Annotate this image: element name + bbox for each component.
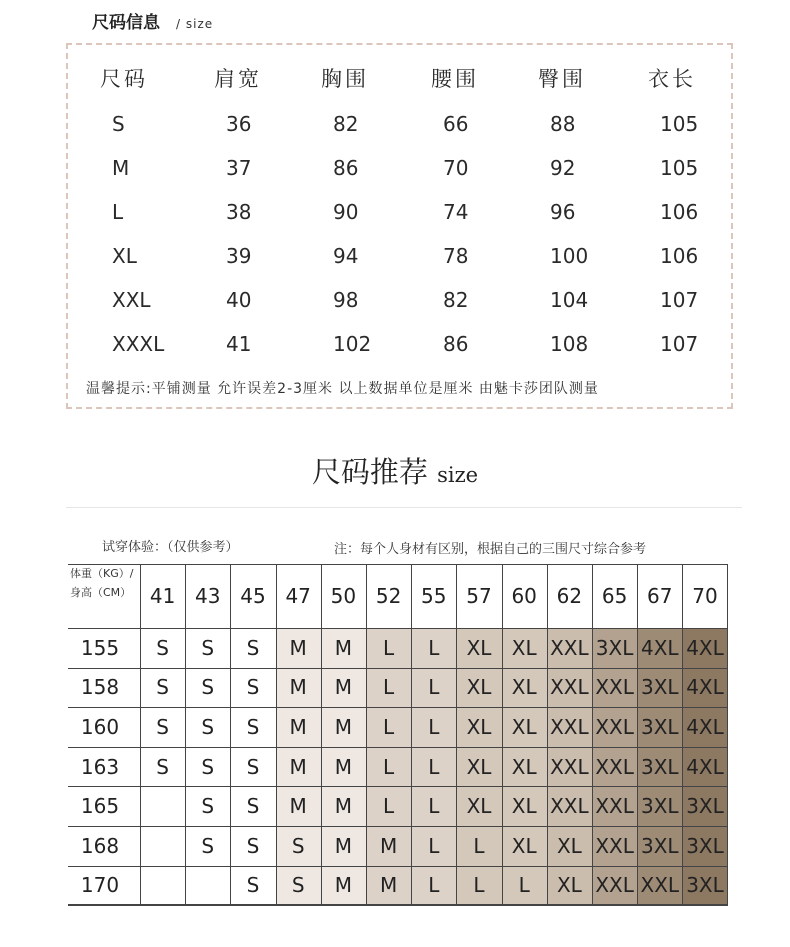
size-table-cell: 86: [333, 156, 359, 180]
size-cell: 3XL: [686, 833, 724, 858]
size-cell: 4XL: [686, 754, 724, 779]
size-table-column-header: 臀围: [538, 67, 586, 91]
grid-line: [366, 564, 367, 905]
size-table-cell: 40: [226, 288, 252, 312]
size-table-cell: 38: [226, 200, 252, 224]
size-cell: 3XL: [640, 714, 679, 739]
size-cell: L: [383, 794, 395, 819]
size-cell: S: [291, 873, 305, 898]
size-recommend-grid: [68, 564, 728, 906]
size-table-cell: 39: [226, 244, 252, 268]
height-label: 163: [80, 754, 120, 779]
size-table-cell: 102: [333, 332, 372, 356]
size-cell: L: [518, 873, 530, 898]
weight-header: 67: [647, 584, 673, 608]
grid-line: [140, 564, 141, 905]
size-table-cell: 107: [660, 332, 699, 356]
weight-axis-label: 体重（KG）/: [70, 567, 134, 580]
size-table-cell: 82: [443, 288, 469, 312]
size-cell: S: [156, 714, 169, 739]
size-cell: L: [428, 675, 440, 700]
size-table-cell: M: [112, 156, 130, 180]
size-table-row: [68, 200, 731, 240]
height-label: 170: [80, 873, 120, 898]
weight-header: 57: [466, 584, 492, 608]
weight-header: 45: [240, 584, 266, 608]
size-cell: S: [291, 833, 305, 858]
size-info-title: 尺码信息: [92, 13, 160, 33]
size-cell: XXL: [595, 794, 634, 819]
height-label: 158: [80, 675, 120, 700]
weight-header: 60: [511, 584, 537, 608]
size-cell: [140, 786, 185, 826]
size-cell: S: [246, 873, 260, 898]
size-cell: M: [334, 873, 353, 898]
size-cell: M: [289, 794, 307, 819]
size-cell: S: [246, 714, 260, 739]
measurement-note: 温馨提示:平铺测量 允许误差2-3厘米 以上数据单位是厘米 由魅卡莎团队测量: [86, 381, 599, 397]
size-table-header: [68, 63, 731, 103]
size-cell: M: [334, 635, 353, 660]
size-info-header: [92, 8, 213, 33]
size-cell: [185, 866, 230, 906]
grid-line: [682, 564, 683, 905]
size-cell: XL: [511, 833, 537, 858]
height-axis-label: 身高（CM）: [70, 586, 132, 599]
size-cell: S: [201, 794, 215, 819]
size-cell: XL: [511, 714, 537, 739]
size-cell: M: [334, 754, 353, 779]
size-cell: M: [334, 675, 353, 700]
size-cell: S: [246, 833, 260, 858]
weight-header: 50: [330, 584, 357, 608]
grid-line: [411, 564, 412, 905]
weight-header: 62: [556, 584, 583, 608]
size-cell: XL: [511, 675, 537, 700]
height-label: 160: [80, 714, 120, 739]
size-table-cell: 106: [660, 244, 699, 268]
grid-line: [68, 786, 728, 787]
size-cell: 4XL: [686, 635, 724, 660]
grid-line: [68, 564, 728, 565]
size-table-cell: 90: [333, 200, 359, 224]
grid-line: [321, 564, 322, 905]
size-cell: M: [379, 833, 398, 858]
grid-line: [727, 564, 728, 905]
size-table-cell: 105: [660, 156, 699, 180]
size-table-cell: 92: [550, 156, 576, 180]
size-cell: XXL: [595, 833, 634, 858]
grid-line: [637, 564, 638, 905]
size-cell: 3XL: [686, 794, 724, 819]
recommend-title: [0, 450, 790, 491]
size-cell: M: [334, 833, 353, 858]
size-cell: S: [201, 754, 215, 779]
size-cell: XL: [511, 635, 537, 660]
size-cell: S: [201, 714, 215, 739]
grid-line: [547, 564, 548, 905]
size-table-cell: 100: [550, 244, 589, 268]
size-cell: M: [289, 754, 307, 779]
size-cell: S: [156, 754, 169, 779]
size-cell: 3XL: [686, 873, 724, 898]
grid-corner-label: [68, 564, 140, 628]
size-cell: XXL: [640, 873, 680, 898]
grid-line: [68, 668, 728, 669]
size-cell: XXL: [550, 675, 589, 700]
size-info-subtitle: / size: [176, 17, 214, 31]
size-cell: M: [289, 714, 307, 739]
divider: [66, 507, 742, 508]
size-table-cell: XXXL: [112, 332, 165, 356]
size-cell: 3XL: [595, 635, 634, 660]
size-table-cell: XXL: [112, 288, 151, 312]
size-cell: 3XL: [640, 794, 679, 819]
height-label: 155: [80, 635, 120, 660]
size-table-cell: 82: [333, 112, 359, 136]
grid-line: [68, 747, 728, 748]
size-cell: XXL: [595, 714, 634, 739]
size-cell: [140, 866, 185, 906]
size-table-cell: 104: [550, 288, 589, 312]
size-cell: XXL: [595, 675, 634, 700]
size-cell: M: [334, 714, 353, 739]
size-cell: S: [246, 635, 260, 660]
size-cell: M: [289, 635, 307, 660]
grid-line: [68, 866, 728, 867]
size-table-cell: 36: [226, 112, 252, 136]
size-cell: S: [201, 833, 215, 858]
size-table-cell: 37: [226, 156, 252, 180]
size-table-row: [68, 244, 731, 284]
grid-line: [68, 904, 728, 905]
size-cell: L: [428, 754, 440, 779]
size-cell: L: [428, 873, 440, 898]
grid-line: [276, 564, 277, 905]
size-table-row: [68, 156, 731, 196]
weight-header: 41: [149, 584, 176, 608]
size-table-column-header: 肩宽: [214, 67, 262, 91]
size-cell: XXL: [550, 635, 589, 660]
size-cell: 3XL: [640, 754, 679, 779]
grid-line: [68, 628, 728, 629]
size-table-row: [68, 288, 731, 328]
grid-line: [456, 564, 457, 905]
recommend-title-text: 尺码推荐: [311, 455, 428, 489]
size-cell: 4XL: [686, 675, 724, 700]
size-table-cell: 66: [443, 112, 469, 136]
weight-header: 47: [285, 584, 311, 608]
size-table-cell: 41: [226, 332, 252, 356]
size-cell: XXL: [595, 754, 634, 779]
size-table-cell: 98: [333, 288, 359, 312]
size-cell: L: [473, 873, 485, 898]
size-cell: XL: [556, 873, 582, 898]
size-table-column-header: 尺码: [100, 67, 148, 91]
grid-line: [592, 564, 593, 905]
size-cell: S: [246, 794, 260, 819]
weight-header: 52: [375, 584, 402, 608]
size-table-cell: XL: [112, 244, 137, 268]
size-cell: L: [428, 833, 440, 858]
size-table-cell: 86: [443, 332, 469, 356]
grid-line: [68, 905, 728, 906]
size-cell: M: [379, 873, 398, 898]
grid-line: [68, 826, 728, 827]
grid-line: [502, 564, 503, 905]
trial-label: 试穿体验：（仅供参考）: [102, 540, 239, 555]
size-cell: S: [246, 675, 260, 700]
size-cell: L: [383, 635, 395, 660]
size-cell: L: [383, 754, 395, 779]
size-cell: XL: [466, 635, 492, 660]
size-cell: M: [289, 675, 307, 700]
size-table-cell: 94: [333, 244, 359, 268]
height-label: 168: [80, 833, 120, 858]
size-cell: S: [156, 675, 169, 700]
size-cell: XXL: [595, 873, 634, 898]
grid-line: [68, 707, 728, 708]
height-label: 165: [80, 794, 120, 819]
size-table-cell: 108: [550, 332, 589, 356]
size-cell: XL: [556, 833, 582, 858]
weight-header: 55: [421, 584, 447, 608]
size-table-cell: 105: [660, 112, 699, 136]
size-cell: L: [428, 635, 440, 660]
size-table-cell: 96: [550, 200, 576, 224]
size-cell: L: [428, 794, 440, 819]
size-cell: S: [246, 754, 260, 779]
size-table-cell: 70: [443, 156, 469, 180]
recommend-title-suffix: size: [437, 463, 479, 487]
size-cell: L: [383, 675, 395, 700]
size-cell: XL: [466, 754, 492, 779]
size-cell: XL: [466, 794, 492, 819]
size-cell: 3XL: [640, 833, 679, 858]
size-cell: 3XL: [640, 675, 679, 700]
grid-line: [185, 564, 186, 905]
grid-line: [230, 564, 231, 905]
size-cell: S: [201, 635, 215, 660]
size-table-cell: 106: [660, 200, 699, 224]
size-cell: XXL: [550, 714, 589, 739]
weight-header: 70: [692, 584, 718, 608]
size-table-cell: 78: [443, 244, 469, 268]
size-cell: XXL: [550, 794, 589, 819]
size-cell: L: [428, 714, 440, 739]
size-info-box: [66, 43, 733, 409]
size-table-row: [68, 112, 731, 152]
size-table-row: [68, 332, 731, 372]
size-cell: M: [334, 794, 353, 819]
recommend-remark: 注：每个人身材有区别，根据自己的三围尺寸综合参考: [334, 542, 647, 557]
size-table-cell: 107: [660, 288, 699, 312]
weight-header: 43: [195, 584, 221, 608]
size-cell: L: [473, 833, 485, 858]
size-table-cell: S: [112, 112, 125, 136]
size-cell: [140, 826, 185, 866]
size-table-cell: 74: [443, 200, 469, 224]
size-table-cell: 88: [550, 112, 576, 136]
size-cell: 4XL: [686, 714, 724, 739]
size-cell: XXL: [550, 754, 589, 779]
size-cell: L: [383, 714, 395, 739]
size-table-column-header: 胸围: [321, 67, 369, 91]
size-table-column-header: 衣长: [648, 67, 696, 91]
size-cell: XL: [466, 675, 492, 700]
size-cell: XL: [466, 714, 492, 739]
size-cell: XL: [511, 754, 537, 779]
size-cell: S: [201, 675, 215, 700]
size-cell: XL: [511, 794, 537, 819]
size-cell: S: [156, 635, 169, 660]
weight-header: 65: [601, 584, 628, 608]
size-table-cell: L: [112, 200, 124, 224]
size-table-column-header: 腰围: [431, 67, 479, 91]
size-cell: 4XL: [640, 635, 679, 660]
